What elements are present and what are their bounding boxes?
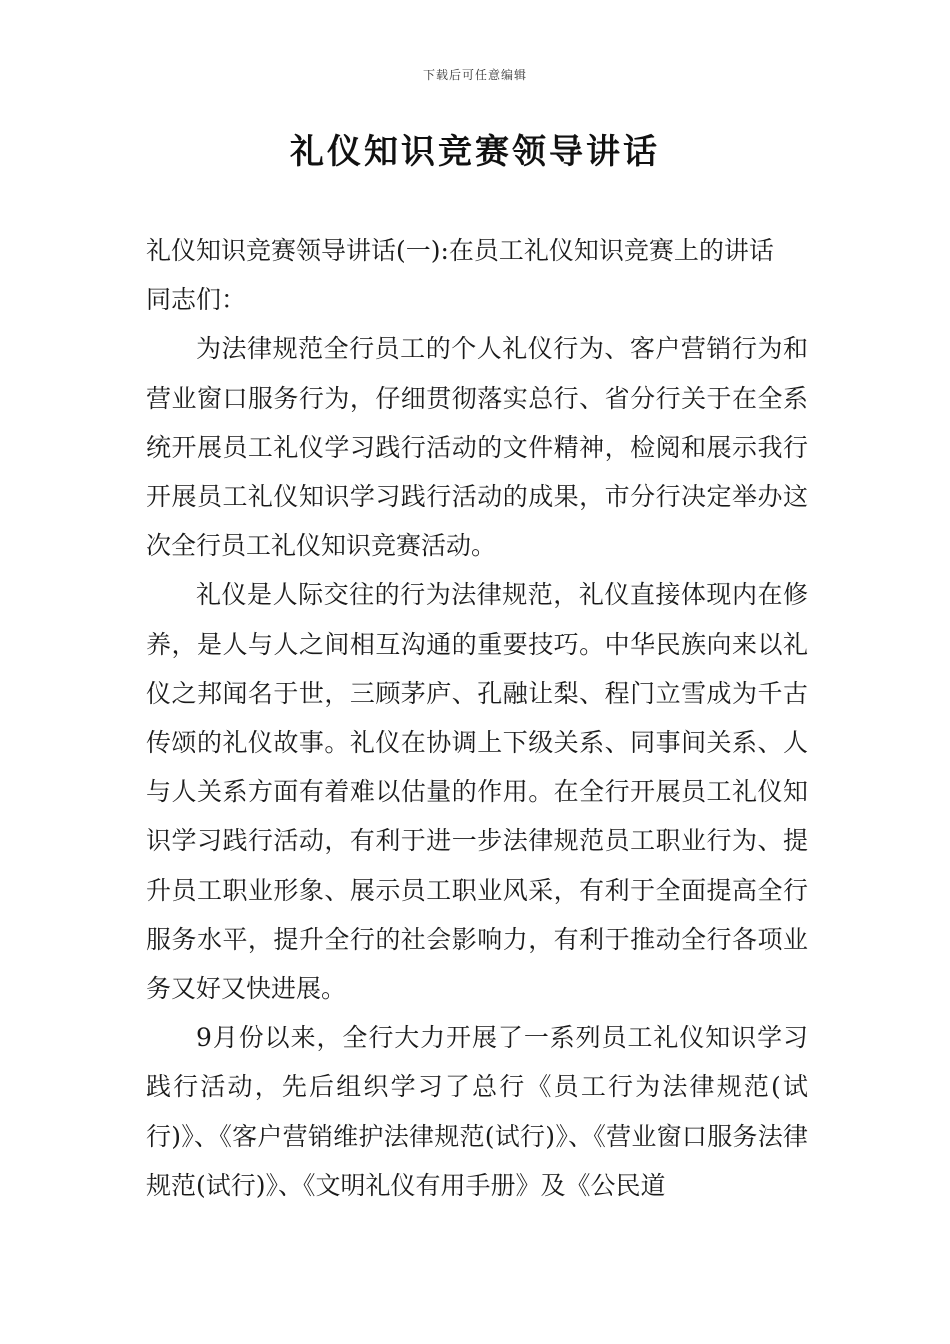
paragraph-3: 9月份以来，全行大力开展了一系列员工礼仪知识学习践行活动，先后组织学习了总行《员工行为法律规范(试行)》、《客户营销维护法律规范(试行)》、《营业窗口服务法律规范(试行)》、《文明礼仪有用手册》及《公民道 [146, 1023, 808, 1200]
paragraph-2: 礼仪是人际交往的行为法律规范，礼仪直接体现内在修养，是人与人之间相互沟通的重要技巧。中华民族向来以礼仪之邦闻名于世，三顾茅庐、孔融让梨、程门立雪成为千古传颂的礼仪故事。礼仪在协调上下级关系、同事间关系、人与人关系方面有着难以估量的作用。在全行开展员工礼仪知识学习践行活动，有利于进一步法律规范员工职业行为、提升员工职业形象、展示员工职业风采，有利于全面提高全行服务水平，提升全行的社会影响力，有利于推动全行各项业务又好又快进展。 [146, 580, 808, 1004]
paragraph-1: 为法律规范全行员工的个人礼仪行为、客户营销行为和营业窗口服务行为，仔细贯彻落实总行、省分行关于在全系统开展员工礼仪学习践行活动的文件精神，检阅和展示我行开展员工礼仪知识学习践行活动的成果，市分行决定举办这次全行员工礼仪知识竞赛活动。 [146, 334, 808, 561]
speech-subtitle: 礼仪知识竞赛领导讲话(一):在员工礼仪知识竞赛上的讲话 [146, 236, 774, 265]
header-note: 下载后可任意编辑 [422, 68, 527, 82]
salutation: 同志们： [146, 285, 247, 315]
document-body [146, 226, 808, 1210]
document-title: 礼仪知识竞赛领导讲话 [290, 132, 660, 172]
